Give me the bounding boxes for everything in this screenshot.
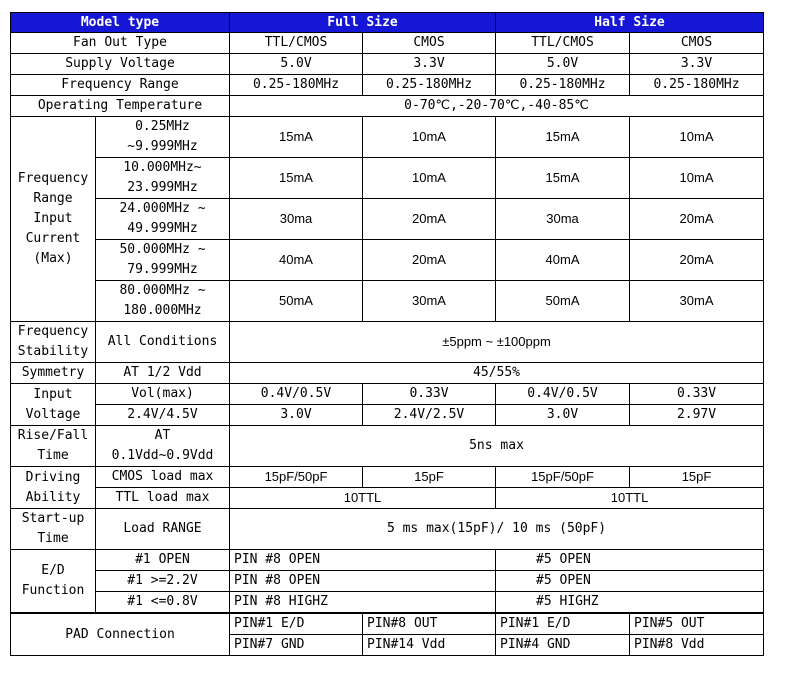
input-voltage-row xyxy=(11,405,764,426)
cell: 15pF xyxy=(363,467,496,488)
range-cell: 24.000MHz ~ 49.999MHz xyxy=(96,199,230,240)
cell: 40mA xyxy=(230,240,363,281)
startup-row xyxy=(11,509,764,550)
cell: 10TTL xyxy=(496,488,764,509)
cell: 5.0V xyxy=(230,54,363,75)
cell: 50mA xyxy=(230,281,363,322)
input-current-row xyxy=(11,158,764,199)
cell: PIN#5 OUT xyxy=(630,613,764,635)
cell: 15mA xyxy=(230,117,363,158)
cell: 30ma xyxy=(230,199,363,240)
cell: 2.4V/2.5V xyxy=(363,405,496,426)
ed-function-row xyxy=(11,592,764,614)
range-cell: 80.000MHz ~ 180.000MHz xyxy=(96,281,230,322)
cell: PIN#8 OUT xyxy=(363,613,496,635)
cell: #5 OPEN xyxy=(496,550,764,571)
cell: PIN#7 GND xyxy=(230,635,363,656)
cell: 15pF/50pF xyxy=(230,467,363,488)
condition-cell: All Conditions xyxy=(96,322,230,363)
header-full-size: Full Size xyxy=(230,13,496,33)
pad-connection-row xyxy=(11,613,764,635)
frequency-range-row xyxy=(11,75,764,96)
cell: 0.25-180MHz xyxy=(230,75,363,96)
cell: TTL/CMOS xyxy=(230,33,363,54)
rise-fall-row xyxy=(11,426,764,467)
cell: 10mA xyxy=(630,117,764,158)
cell: 30mA xyxy=(630,281,764,322)
cell: 0.25-180MHz xyxy=(496,75,630,96)
fan-out-row xyxy=(11,33,764,54)
row-label: Input Voltage xyxy=(11,384,96,426)
ed-function-row xyxy=(11,571,764,592)
input-current-row xyxy=(11,240,764,281)
cell: PIN #8 OPEN xyxy=(230,550,496,571)
cell: 0-70℃,-20-70℃,-40-85℃ xyxy=(230,96,764,117)
cell: 0.4V/0.5V xyxy=(496,384,630,405)
condition-cell: #1 >=2.2V xyxy=(96,571,230,592)
spec-table xyxy=(10,12,764,656)
cell: PIN#14 Vdd xyxy=(363,635,496,656)
cell: 2.97V xyxy=(630,405,764,426)
driving-ability-row xyxy=(11,488,764,509)
stability-row xyxy=(11,322,764,363)
cell: TTL/CMOS xyxy=(496,33,630,54)
cell: 30mA xyxy=(363,281,496,322)
header-model-type: Model type xyxy=(11,13,230,33)
row-label: Frequency Range Input Current (Max) xyxy=(11,117,96,322)
condition-cell: AT 0.1Vdd~0.9Vdd xyxy=(96,426,230,467)
condition-cell: 2.4V/4.5V xyxy=(96,405,230,426)
row-label: Frequency Range xyxy=(11,75,230,96)
row-label: Supply Voltage xyxy=(11,54,230,75)
cell: 10mA xyxy=(363,117,496,158)
cell: CMOS xyxy=(630,33,764,54)
cell: 0.25-180MHz xyxy=(630,75,764,96)
input-current-row xyxy=(11,281,764,322)
cell: 5 ms max(15pF)/ 10 ms (50pF) xyxy=(230,509,764,550)
condition-cell: Vol(max) xyxy=(96,384,230,405)
condition-cell: #1 <=0.8V xyxy=(96,592,230,614)
cell: 20mA xyxy=(630,199,764,240)
condition-cell: AT 1/2 Vdd xyxy=(96,363,230,384)
cell: PIN#4 GND xyxy=(496,635,630,656)
cell: 0.33V xyxy=(363,384,496,405)
cell: 15mA xyxy=(496,117,630,158)
cell: 0.33V xyxy=(630,384,764,405)
supply-voltage-row xyxy=(11,54,764,75)
cell: CMOS xyxy=(363,33,496,54)
operating-temp-row xyxy=(11,96,764,117)
row-label: Start-up Time xyxy=(11,509,96,550)
cell: #5 HIGHZ xyxy=(496,592,764,614)
cell: 3.0V xyxy=(496,405,630,426)
cell: PIN#1 E/D xyxy=(230,613,363,635)
row-label: Frequency Stability xyxy=(11,322,96,363)
input-current-row xyxy=(11,117,764,158)
cell: 5ns max xyxy=(230,426,764,467)
cell: PIN #8 OPEN xyxy=(230,571,496,592)
input-current-row xyxy=(11,199,764,240)
row-label: Fan Out Type xyxy=(11,33,230,54)
cell: PIN#1 E/D xyxy=(496,613,630,635)
cell: 3.3V xyxy=(630,54,764,75)
cell: 15pF/50pF xyxy=(496,467,630,488)
cell: 20mA xyxy=(630,240,764,281)
cell: 0.25-180MHz xyxy=(363,75,496,96)
cell: 20mA xyxy=(363,199,496,240)
row-label: Rise/Fall Time xyxy=(11,426,96,467)
cell: 15pF xyxy=(630,467,764,488)
row-label: Driving Ability xyxy=(11,467,96,509)
cell: 0.4V/0.5V xyxy=(230,384,363,405)
condition-cell: Load RANGE xyxy=(96,509,230,550)
cell: PIN#8 Vdd xyxy=(630,635,764,656)
row-label: E/D Function xyxy=(11,550,96,614)
cell: 3.0V xyxy=(230,405,363,426)
cell: #5 OPEN xyxy=(496,571,764,592)
driving-ability-row xyxy=(11,467,764,488)
cell: 30ma xyxy=(496,199,630,240)
cell: 20mA xyxy=(363,240,496,281)
cell: ±5ppm ~ ±100ppm xyxy=(230,322,764,363)
cell: 10mA xyxy=(630,158,764,199)
cell: 10TTL xyxy=(230,488,496,509)
input-voltage-row xyxy=(11,384,764,405)
symmetry-row xyxy=(11,363,764,384)
cell: 40mA xyxy=(496,240,630,281)
condition-cell: CMOS load max xyxy=(96,467,230,488)
cell: 15mA xyxy=(230,158,363,199)
cell: 3.3V xyxy=(363,54,496,75)
row-label: Symmetry xyxy=(11,363,96,384)
range-cell: 10.000MHz~ 23.999MHz xyxy=(96,158,230,199)
cell: 50mA xyxy=(496,281,630,322)
range-cell: 50.000MHz ~ 79.999MHz xyxy=(96,240,230,281)
cell: 10mA xyxy=(363,158,496,199)
row-label: PAD Connection xyxy=(11,613,230,656)
header-row xyxy=(11,13,764,33)
range-cell: 0.25MHz ~9.999MHz xyxy=(96,117,230,158)
cell: 5.0V xyxy=(496,54,630,75)
cell: 15mA xyxy=(496,158,630,199)
condition-cell: #1 OPEN xyxy=(96,550,230,571)
condition-cell: TTL load max xyxy=(96,488,230,509)
cell: PIN #8 HIGHZ xyxy=(230,592,496,614)
cell: 45/55% xyxy=(230,363,764,384)
header-half-size: Half Size xyxy=(496,13,764,33)
ed-function-row xyxy=(11,550,764,571)
row-label: Operating Temperature xyxy=(11,96,230,117)
